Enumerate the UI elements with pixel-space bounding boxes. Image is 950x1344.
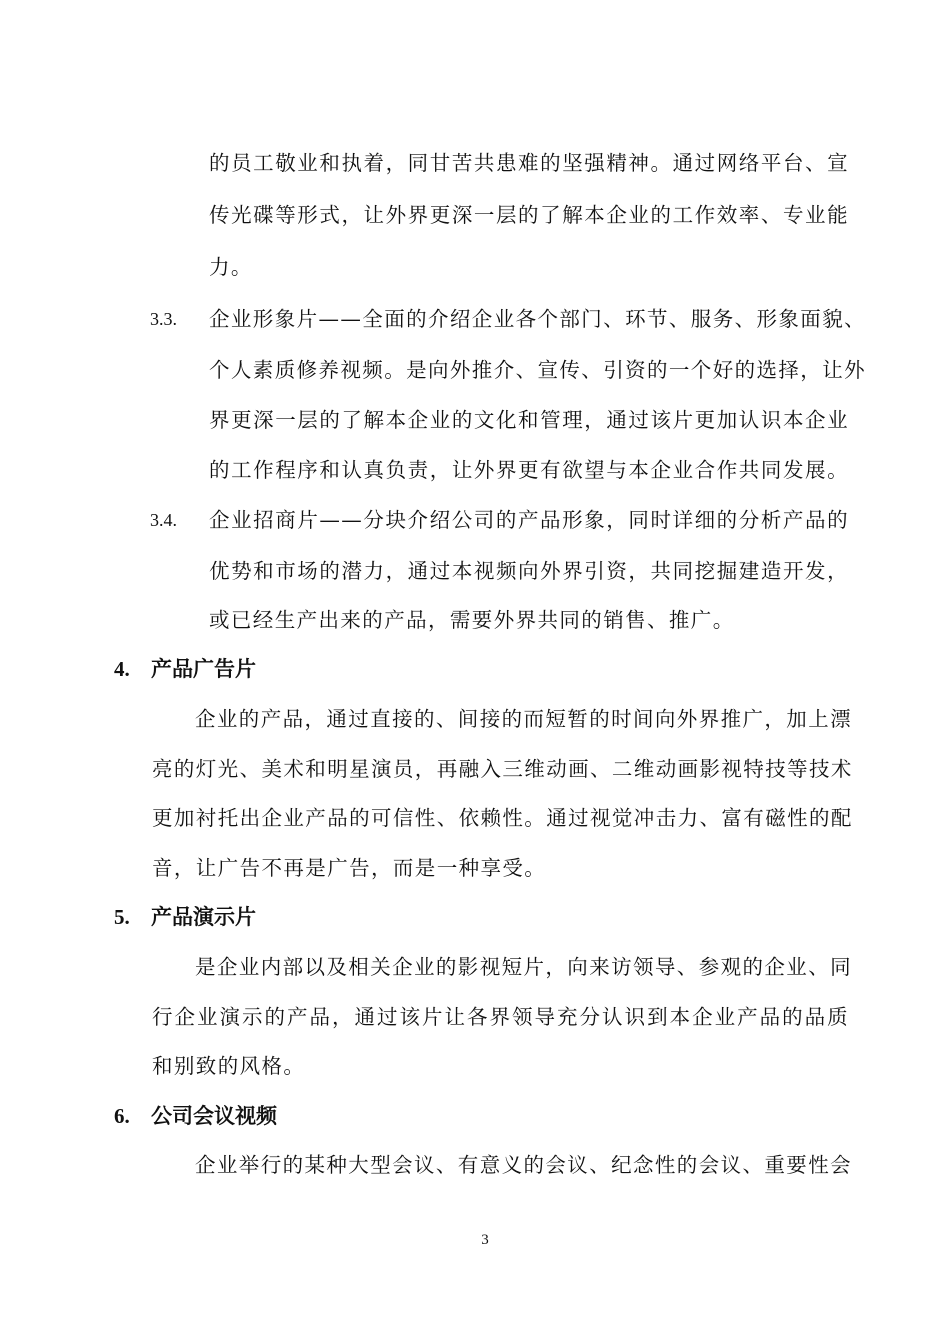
- section-5-heading: [114, 902, 256, 932]
- item-3-3-line-3: 界更深一层的了解本企业的文化和管理，通过该片更加认识本企业: [209, 408, 849, 432]
- item-3-3-line-2: 个人素质修养视频。是向外推介、宣传、引资的一个好的选择，让外: [209, 358, 866, 382]
- item-3-4-line-2: 优势和市场的潜力，通过本视频向外界引资，共同挖掘建造开发，: [209, 559, 849, 583]
- item-3-4-line-1: 企业招商片——分块介绍公司的产品形象，同时详细的分析产品的: [209, 508, 849, 532]
- section-5-number: 5.: [114, 905, 130, 929]
- continuation-line-3: 力。: [209, 255, 253, 279]
- item-3-4-number: 3.4.: [150, 510, 177, 530]
- page-number: 3: [481, 1232, 489, 1248]
- item-3-4-line-3: 或已经生产出来的产品，需要外界共同的销售、推广。: [209, 608, 735, 632]
- section-5-line-1: 是企业内部以及相关企业的影视短片，向来访领导、参观的企业、同: [195, 955, 852, 979]
- continuation-line-2: 传光碟等形式，让外界更深一层的了解本企业的工作效率、专业能: [209, 203, 849, 227]
- item-3-3-line-4: 的工作程序和认真负责，让外界更有欲望与本企业合作共同发展。: [209, 458, 849, 482]
- section-4-line-1: 企业的产品，通过直接的、间接的而短暂的时间向外界推广，加上漂: [195, 707, 852, 731]
- section-6-line-1: 企业举行的某种大型会议、有意义的会议、纪念性的会议、重要性会: [195, 1153, 852, 1177]
- section-4-line-4: 音，让广告不再是广告，而是一种享受。: [152, 856, 547, 880]
- section-5-line-3: 和别致的风格。: [152, 1054, 306, 1078]
- section-5-title: 产品演示片: [151, 905, 256, 929]
- section-4-heading: [114, 654, 256, 684]
- section-4-line-2: 亮的灯光、美术和明星演员，再融入三维动画、二维动画影视特技等技术: [152, 757, 853, 781]
- section-6-title: 公司会议视频: [151, 1104, 277, 1128]
- section-5-line-2: 行企业演示的产品，通过该片让各界领导充分认识到本企业产品的品质: [152, 1005, 849, 1029]
- item-3-3-number: 3.3.: [150, 309, 177, 329]
- continuation-line-1: 的员工敬业和执着，同甘苦共患难的坚强精神。通过网络平台、宣: [209, 151, 849, 175]
- section-6-number: 6.: [114, 1104, 130, 1128]
- item-3-3-line-1: 企业形象片——全面的介绍企业各个部门、环节、服务、形象面貌、: [209, 307, 866, 331]
- section-4-number: 4.: [114, 657, 130, 681]
- section-6-heading: [114, 1101, 277, 1131]
- section-4-title: 产品广告片: [151, 657, 256, 681]
- section-4-line-3: 更加衬托出企业产品的可信性、依赖性。通过视觉冲击力、富有磁性的配: [152, 806, 853, 830]
